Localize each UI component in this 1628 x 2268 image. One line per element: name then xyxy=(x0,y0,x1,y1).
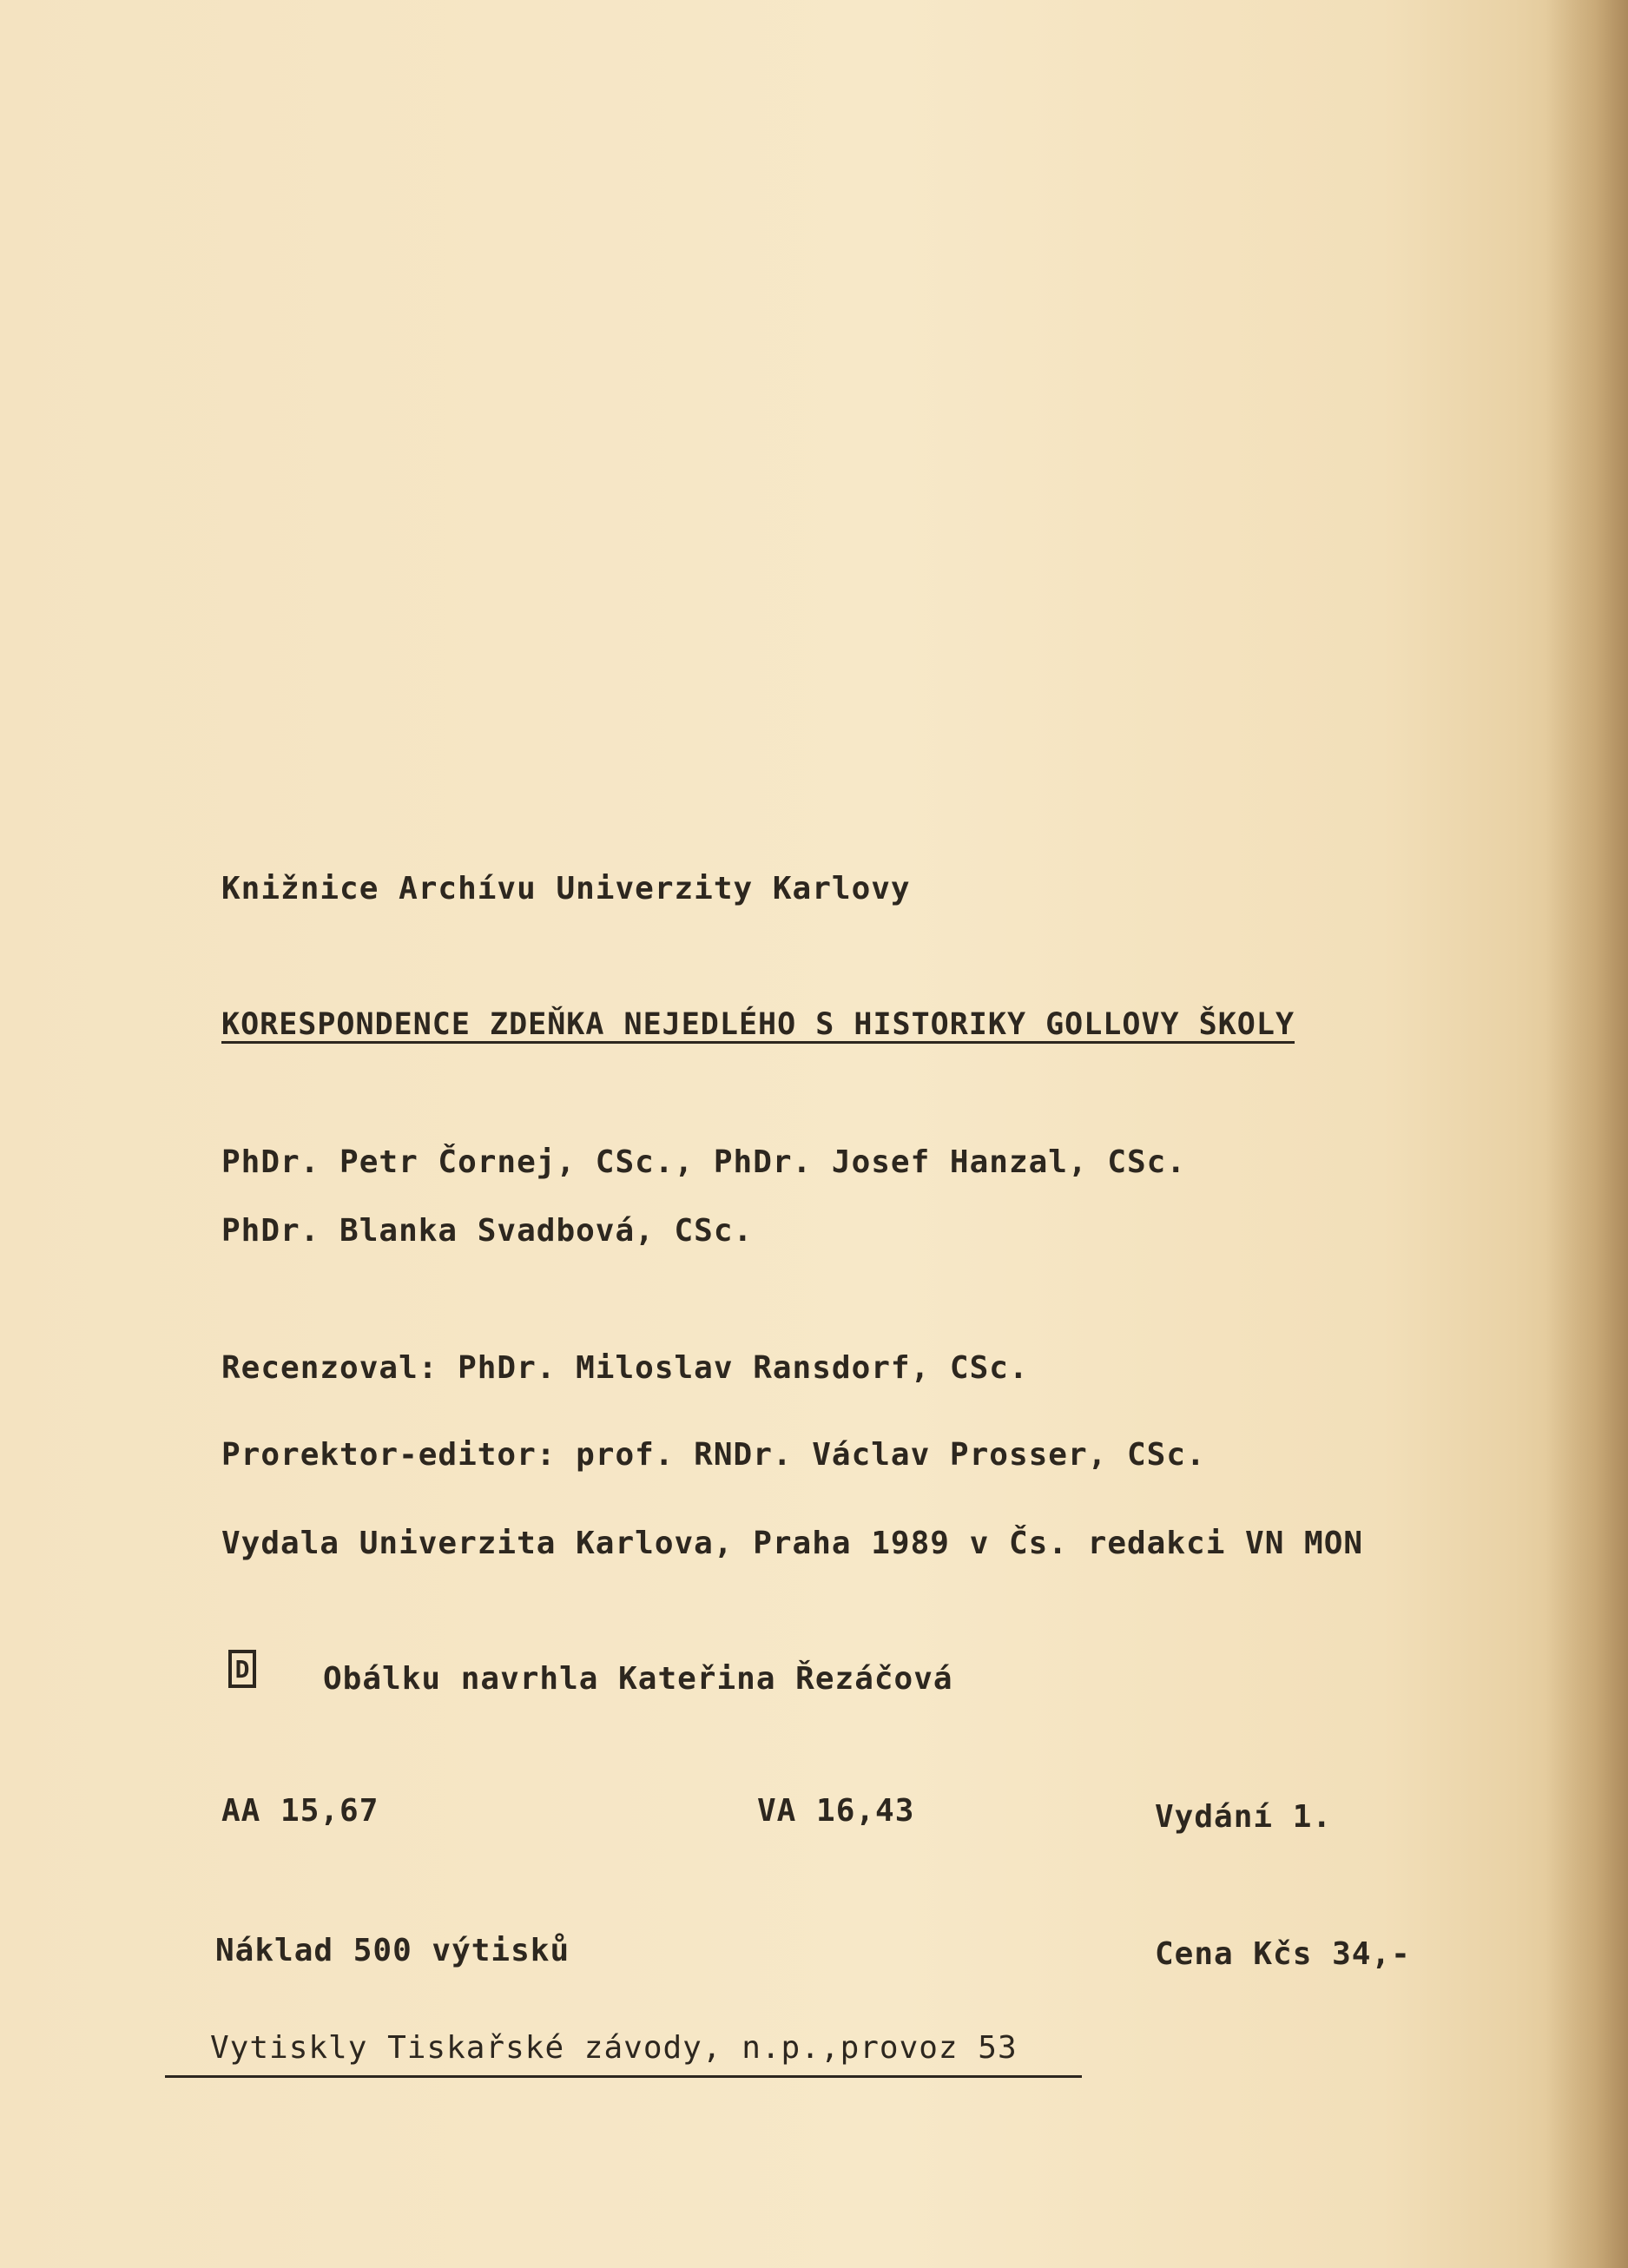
edition-number: Vydání 1. xyxy=(1155,1799,1333,1835)
authors-line-2: PhDr. Blanka Svadbová, CSc. xyxy=(221,1213,754,1249)
print-run: Náklad 500 výtisků xyxy=(215,1933,570,1968)
authors-line-1: PhDr. Petr Čornej, CSc., PhDr. Josef Hanzal, CSc. xyxy=(221,1144,1187,1180)
va-value: VA 16,43 xyxy=(757,1793,915,1829)
reviewer-line: Recenzoval: PhDr. Miloslav Ransdorf, CSc. xyxy=(221,1350,1029,1386)
prorector-editor-line: Prorektor-editor: prof. RNDr. Václav Prosser, CSc. xyxy=(221,1437,1206,1473)
bottom-rule xyxy=(165,2075,1082,2078)
cover-designer-line: Obálku navrhla Kateřina Řezáčová xyxy=(323,1661,953,1697)
publisher-line: Vydala Univerzita Karlova, Praha 1989 v Čs. redakci VN MON xyxy=(221,1526,1364,1561)
aa-value: AA 15,67 xyxy=(221,1793,379,1829)
stamp-d-icon: D xyxy=(228,1650,256,1688)
library-name: Knižnice Archívu Univerzity Karlovy xyxy=(221,871,911,907)
price: Cena Kčs 34,- xyxy=(1155,1936,1411,1972)
printer-line: Vytiskly Tiskařské závody, n.p.,provoz 53 xyxy=(210,2030,1018,2066)
book-title: KORESPONDENCE ZDEŇKA NEJEDLÉHO S HISTORIKY GOLLOVY ŠKOLY xyxy=(221,1007,1295,1042)
binding-shadow xyxy=(1546,0,1628,2268)
